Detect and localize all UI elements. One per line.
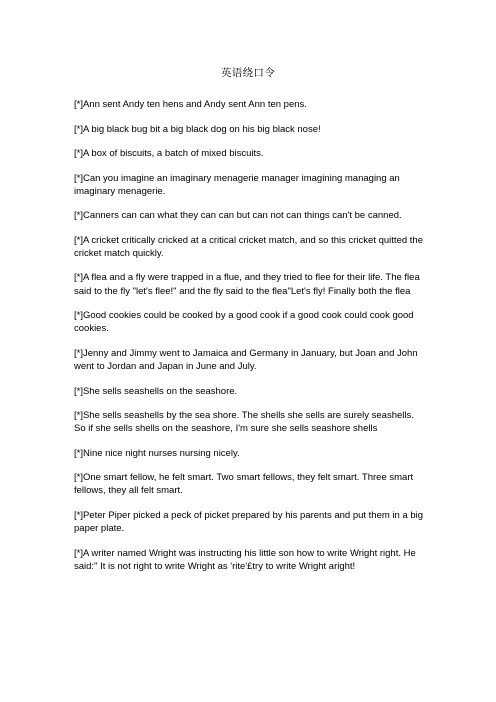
document-title: 英语绕口令 [221,67,275,79]
list-item: [*]Peter Piper picked a peck of picket prepared by his parents and put them in a big paper plate. [74,509,424,535]
tongue-twister-list [74,98,424,584]
list-item: [*]A box of biscuits, a batch of mixed biscuits. [74,148,264,159]
list-item: [*]Nine nice night nurses nursing nicely. [74,447,240,459]
list-item: [*]Canners can can what they can can but can not can things can't be canned. [74,210,402,222]
list-item: [*]Ann sent Andy ten hens and Andy sent Ann ten pens. [74,99,307,110]
list-item: [*]She sells seashells by the sea shore. The shells she sells are surely seashells. So if she sells shells on the seashore, I'm sure she sells seashore shells [74,410,414,435]
list-item: [*]Jenny and Jimmy went to Jamaica and Germany in January, but Joan and John went to Jordan and Japan in June and July. [74,347,418,373]
list-item: [*]A big black bug bit a big black dog on his big black nose! [74,123,321,135]
list-item: [*]A cricket critically cricked at a critical cricket match, and so this cricket quitted the cricket match quickly. [74,234,423,259]
list-item: [*]Good cookies could be cooked by a good cook if a good cook could cook good cookies. [74,310,414,335]
list-item: [*]A writer named Wright was instructing his little son how to write Wright right. He said:" It is not right to write Wright as 'rite'£try to write Wright aright! [74,547,416,572]
list-item: [*]She sells seashells on the seashore. [74,385,238,397]
list-item: [*]One smart fellow, he felt smart. Two smart fellows, they felt smart. Three smart fellows, they all felt smart. [74,472,414,497]
list-item: [*]A flea and a fly were trapped in a flue, and they tried to flee for their life. The flea said to the fly "let's flee!" and the fly said to the flea"Let's fly! Finally both the flea [74,272,420,297]
list-item: [*]Can you imagine an imaginary menagerie manager imagining managing an imaginary menagerie. [74,172,400,197]
